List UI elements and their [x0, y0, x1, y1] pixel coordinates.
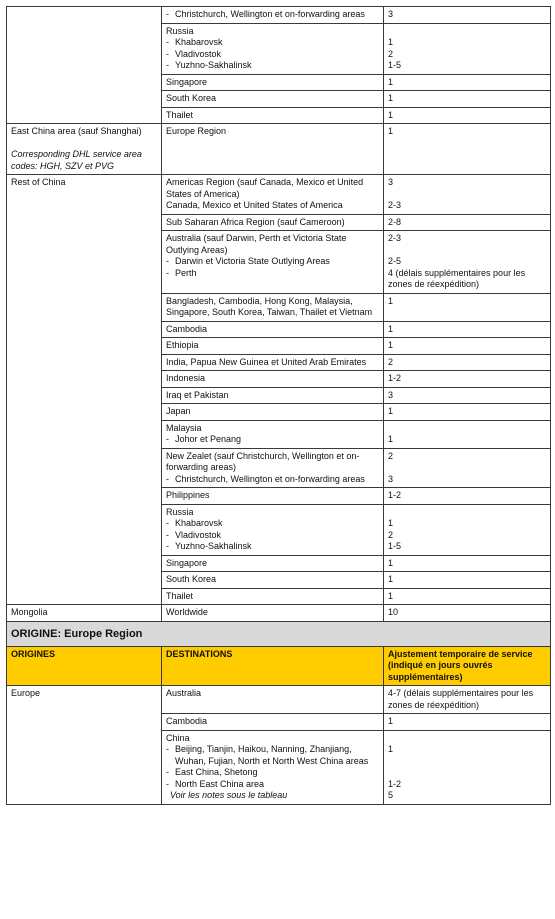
- table-note: Voir les notes sous le tableau: [170, 790, 288, 800]
- table-row: [7, 7, 551, 24]
- value-cell: [384, 488, 551, 505]
- destination-line: Cambodia: [166, 323, 208, 334]
- destination-cell: [162, 404, 384, 421]
- destination-cell: [162, 124, 384, 175]
- value-cell: [384, 107, 551, 124]
- value-cell: [384, 504, 551, 555]
- origin-cell: [7, 175, 162, 605]
- value-cell: [384, 730, 551, 804]
- destination-item: Vladivostok: [175, 529, 222, 540]
- value-cell: [384, 293, 551, 321]
- destination-line: Sub Saharan Africa Region (sauf Cameroon): [166, 216, 345, 227]
- destination-item: Perth: [175, 267, 197, 278]
- destination-cell: [162, 107, 384, 124]
- value-cell: [384, 387, 551, 404]
- destination-cell: [162, 321, 384, 338]
- value-text: 1: [388, 109, 394, 120]
- value-text: 1-2: [388, 373, 402, 383]
- destination-cell: [162, 572, 384, 589]
- value-cell: [384, 23, 551, 74]
- destination-line: Indonesia: [166, 373, 206, 383]
- origin-cell-empty: [7, 7, 162, 124]
- destination-cell: Russia - Khabarovsk - Vladivostok - Yuzhno-Sakhalinsk: [162, 504, 384, 555]
- origin-name: Mongolia: [11, 607, 48, 617]
- value-cell: [384, 91, 551, 108]
- value-text: 1: [388, 76, 394, 87]
- table-row: [7, 686, 551, 714]
- value-cell: [384, 605, 551, 622]
- destination-item: Vladivostok: [175, 48, 222, 59]
- value-cell: [384, 124, 551, 175]
- destination-item: Khabarovsk: [175, 518, 223, 528]
- destination-cell: [162, 354, 384, 371]
- value-cell: [384, 420, 551, 448]
- value-text: 1: [388, 340, 394, 350]
- destination-line: Philippines: [166, 490, 210, 500]
- value-text: 1: [388, 518, 394, 528]
- destination-title: Singapore: [166, 76, 208, 87]
- destination-item: Christchurch, Wellington et on-forwarding areas: [175, 9, 365, 19]
- destination-cell: Malaysia - Johor et Penang: [162, 420, 384, 448]
- value-text: 2: [388, 48, 394, 59]
- destination-line: Canada, Mexico et United States of America: [166, 200, 343, 210]
- value-cell: [384, 404, 551, 421]
- destination-title: Russia: [166, 506, 194, 517]
- destination-line: South Korea: [166, 574, 217, 584]
- value-text: 4 (délais supplémentaires pour les zones de réexpédition): [388, 267, 526, 289]
- destination-item: North East China area: [175, 778, 265, 789]
- destination-cell: Russia - Khabarovsk - Vladivostok - Yuzhno-Sakhalinsk: [162, 23, 384, 74]
- destination-cell: [162, 488, 384, 505]
- value-text: 3: [388, 9, 394, 19]
- value-text: 10: [388, 607, 399, 617]
- value-text: 1: [388, 126, 394, 136]
- value-text: 2: [388, 529, 394, 540]
- destination-cell: [162, 686, 384, 714]
- value-text: 4-7 (délais supplémentaires pour les zones de réexpédition): [388, 688, 534, 710]
- value-cell: [384, 338, 551, 355]
- header-adjustment: Ajustement temporaire de service (indiqué en jours ouvrés supplémentaires): [384, 646, 551, 686]
- destination-cell: [162, 338, 384, 355]
- destination-line: Singapore: [166, 557, 208, 568]
- header-destinations: DESTINATIONS: [162, 646, 384, 686]
- value-text: 2: [388, 356, 394, 367]
- destination-cell: [162, 387, 384, 404]
- value-text: 2-5: [388, 256, 402, 266]
- destination-item: Beijing, Tianjin, Haikou, Nanning, Zhanjiang, Wuhan, Fujian, North et North West China areas: [175, 744, 369, 766]
- value-text: 1-5: [388, 60, 402, 70]
- origin-note: Corresponding DHL service area codes: HGH, SZV et PVG: [11, 149, 142, 171]
- value-text: 3: [388, 177, 394, 187]
- destination-title: China: [166, 732, 190, 743]
- value-text: 2: [388, 450, 394, 461]
- destination-line: India, Papua New Guinea et United Arab Emirates: [166, 356, 367, 367]
- origin-cell: [7, 686, 162, 805]
- value-cell: [384, 231, 551, 294]
- value-text: 1: [388, 323, 394, 334]
- value-text: 2-3: [388, 200, 402, 210]
- destination-item: Yuzhno-Sakhalinsk: [175, 60, 252, 70]
- value-cell: [384, 588, 551, 605]
- destination-item: Johor et Penang: [175, 434, 242, 444]
- table-row: [7, 124, 551, 175]
- value-text: 1: [388, 716, 394, 726]
- destination-cell: [162, 293, 384, 321]
- header-row: [7, 646, 551, 686]
- value-text: 2-3: [388, 233, 402, 243]
- destination-line: Thailet: [166, 590, 194, 601]
- destination-title: New Zealet (sauf Christchurch, Wellington et on-forwarding areas): [166, 450, 360, 472]
- destination-cell: Australia (sauf Darwin, Perth et Victoria State Outlying Areas) - Darwin et Victoria State Outlying Areas - Perth: [162, 231, 384, 294]
- value-cell: [384, 321, 551, 338]
- value-text: 3: [388, 473, 394, 484]
- section-title: ORIGINE: Europe Region: [7, 621, 551, 646]
- value-cell: [384, 555, 551, 572]
- table-row: [7, 175, 551, 215]
- value-cell: [384, 686, 551, 714]
- origin-name: Europe: [11, 688, 41, 698]
- value-text: 1: [388, 744, 394, 754]
- value-cell: [384, 175, 551, 215]
- destination-cell: [162, 175, 384, 215]
- destination-item: Khabarovsk: [175, 37, 223, 47]
- destination-line: Bangladesh, Cambodia, Hong Kong, Malaysia, Singapore, South Korea, Taiwan, Thailet et Vietnam: [166, 295, 373, 317]
- destination-title: Russia: [166, 25, 194, 36]
- destination-cell: [162, 588, 384, 605]
- destination-line: Worldwide: [166, 607, 208, 617]
- destination-cell: [162, 91, 384, 108]
- value-cell: [384, 371, 551, 388]
- destination-item: Christchurch, Wellington et on-forwarding areas: [175, 473, 365, 484]
- value-text: 1: [388, 295, 394, 306]
- table-row: [7, 605, 551, 622]
- destination-title: Australia (sauf Darwin, Perth et Victoria State Outlying Areas): [166, 233, 347, 255]
- destination-line: Cambodia: [166, 716, 208, 726]
- destination-cell: New Zealet (sauf Christchurch, Wellington et on-forwarding areas) - Christchurch, Wellington et on-forwarding areas: [162, 448, 384, 488]
- destination-cell: China - Beijing, Tianjin, Haikou, Nanning, Zhanjiang, Wuhan, Fujian, North et North West China areas - East China, Shetong - North East China area Voir les notes sous le tableau: [162, 730, 384, 804]
- destination-title: Malaysia: [166, 422, 202, 433]
- destination-title: Europe Region: [166, 126, 227, 136]
- value-cell: [384, 572, 551, 589]
- origin-name: East China area (sauf Shanghai): [11, 126, 142, 136]
- destination-item: Yuzhno-Sakhalinsk: [175, 541, 252, 551]
- service-adjustment-table: [6, 6, 551, 805]
- value-text: 1: [388, 37, 394, 47]
- destination-cell: [162, 371, 384, 388]
- value-text: 1: [388, 590, 394, 601]
- value-cell: [384, 448, 551, 488]
- value-text: 1-2: [388, 778, 402, 789]
- destination-item: Darwin et Victoria State Outlying Areas: [175, 256, 330, 266]
- destination-line: Japan: [166, 406, 191, 416]
- value-text: 1: [388, 557, 394, 568]
- destination-line: Iraq et Pakistan: [166, 389, 229, 400]
- value-cell: [384, 714, 551, 731]
- value-cell: [384, 354, 551, 371]
- value-cell: [384, 214, 551, 231]
- destination-cell: [162, 605, 384, 622]
- section-row: [7, 621, 551, 646]
- value-text: 5: [388, 790, 394, 800]
- value-text: 2-8: [388, 216, 402, 227]
- value-text: 1: [388, 574, 394, 584]
- origin-name: Rest of China: [11, 177, 66, 187]
- destination-cell: [162, 555, 384, 572]
- value-text: 1: [388, 434, 394, 444]
- value-text: 1-5: [388, 541, 402, 551]
- destination-cell: [162, 74, 384, 91]
- destination-line: Ethiopia: [166, 340, 199, 350]
- destination-line: Americas Region (sauf Canada, Mexico et United States of America): [166, 177, 364, 199]
- value-text: 1-2: [388, 490, 402, 500]
- destination-cell: [162, 714, 384, 731]
- value-text: 1: [388, 93, 394, 103]
- value-cell: [384, 7, 551, 24]
- destination-line: Australia: [166, 688, 202, 698]
- origin-cell: [7, 124, 162, 175]
- destination-title: South Korea: [166, 93, 217, 103]
- destination-cell: - Christchurch, Wellington et on-forwarding areas: [162, 7, 384, 24]
- origin-cell: [7, 605, 162, 622]
- destination-title: Thailet: [166, 109, 194, 120]
- header-origins: ORIGINES: [7, 646, 162, 686]
- value-cell: [384, 74, 551, 91]
- destination-cell: [162, 214, 384, 231]
- destination-item: East China, Shetong: [175, 767, 258, 777]
- value-text: 1: [388, 406, 394, 416]
- value-text: 3: [388, 389, 394, 400]
